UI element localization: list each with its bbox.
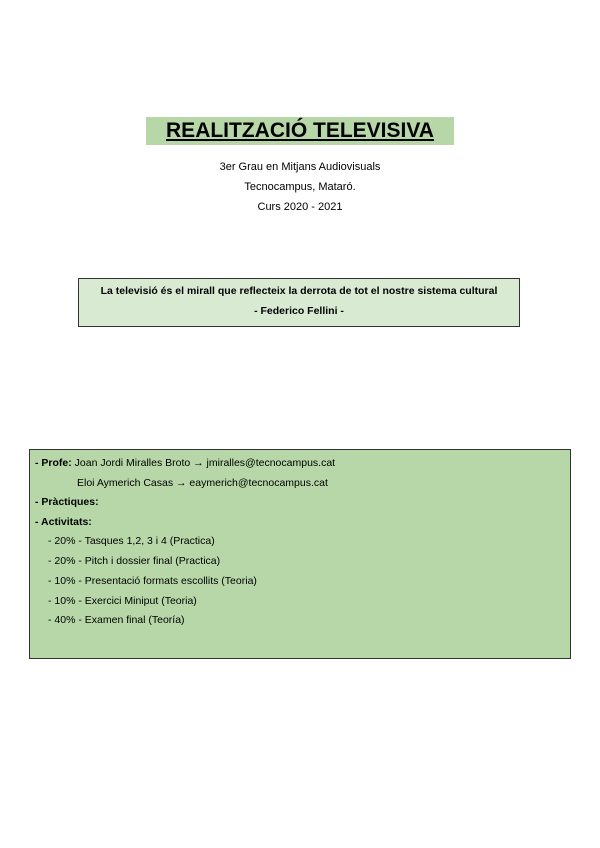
activity-item: - 10% - Exercici Miniput (Teoria)	[48, 595, 197, 607]
profe-1: Joan Jordi Miralles Broto → jmiralles@tecnocampus.cat	[74, 457, 336, 469]
profe-row	[35, 457, 335, 470]
activity-item: - 40% - Examen final (Teoría)	[48, 614, 185, 626]
quote-text: La televisió és el mirall que reflecteix la derrota de tot el nostre sistema cultural	[100, 285, 498, 297]
course-info-box	[29, 449, 571, 659]
profe-2: Eloi Aymerich Casas → eaymerich@tecnocampus.cat	[77, 477, 328, 489]
activitats-label: - Activitats:	[35, 516, 92, 528]
subtitle-degree: 3er Grau en Mitjans Audiovisuals	[219, 161, 381, 173]
activity-item: - 10% - Presentació formats escollits (Teoria)	[48, 575, 257, 587]
activity-item: - 20% - Pitch i dossier final (Practica)	[48, 555, 221, 567]
practiques-label: - Pràctiques:	[35, 496, 99, 508]
subtitle-course-year: Curs 2020 - 2021	[257, 201, 343, 213]
quote-box	[78, 278, 520, 327]
quote-author: - Federico Fellini -	[254, 305, 344, 317]
activity-item: - 20% - Tasques 1,2, 3 i 4 (Practica)	[48, 535, 215, 547]
profe-label: - Profe:	[35, 457, 72, 469]
document-title: REALITZACIÓ TELEVISIVA	[146, 117, 454, 145]
subtitle-institution: Tecnocampus, Mataró.	[244, 181, 356, 193]
